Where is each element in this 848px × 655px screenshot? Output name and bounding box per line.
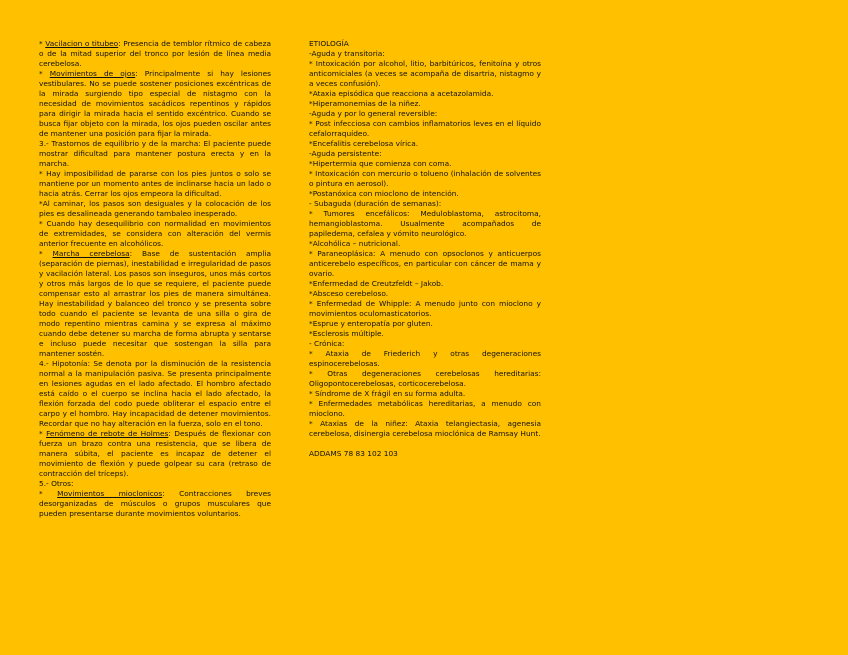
- paragraph-text: 4.- Hipotonía: Se denota por la disminución de la resistencia normal a la manipulación pasiva. Se presenta principalmente en lesiones agudas en el lado afectado. El hombro afectado está caído o el cuerpo se inclina hacia el lado afectado, la flexión forzada del codo puede obliterar el espacio entre el carpo y el hombro. Hay incapacidad de detener movimientos. Recordar que no hay alteración en la fuerza, solo en el tono.: [39, 359, 271, 428]
- bullet: *: [39, 429, 47, 438]
- underlined-term: Vacilacion o titubeo: [45, 39, 119, 48]
- etiology-item: *Postanóxica con mioclono de intención.: [309, 189, 459, 198]
- etiology-item: *Hipertermia que comienza con coma.: [309, 159, 452, 168]
- left-paragraph: [39, 69, 271, 139]
- etiology-item: * Intoxicación por alcohol, litio, barbitúricos, fenitoína y otros anticomiciales (a veces se acompaña de disartria, nistagmo y a veces confusión).: [309, 59, 541, 88]
- etiology-item: * Tumores encefálicos: Meduloblastoma, astrocitoma, hemangioblastoma. Usualmente acompañados de papiledema, cefalea y vómito neurológico.: [309, 209, 541, 238]
- etiology-item: * Síndrome de X frágil en su forma adulta.: [309, 389, 466, 398]
- etiology-item: *Absceso cerebeloso.: [309, 289, 389, 298]
- etiology-item: - Crónica:: [309, 339, 345, 348]
- etiology-item: *Hiperamonemias de la niñez.: [309, 99, 421, 108]
- etiology-item: * Paraneoplásica: A menudo con opsoclonos y anticuerpos anticerebelo específicos, en particular con cáncer de mama y ovario.: [309, 249, 541, 278]
- paragraph-text: 5.- Otros:: [39, 479, 74, 488]
- paragraph-text: : Principalmente si hay lesiones vestibulares. No se puede sostener posiciones excéntricas de la mirada surgiendo tipo especial de nistagmo con la necesidad de movimientos sacádicos repentinos y rápidos para dirigir la mirada hacia el sentido excéntrico. Cuando se busca fijar objeto con la mirada, los ojos pueden oscilar antes de mantener una posición para fijar la mirada.: [39, 69, 272, 138]
- paragraph-text: : Base de sustentación amplia (separación de piernas), inestabilidad e irregularidad de pasos y vacilación lateral. Los pasos son inseguros, unos más cortos y otros más largos de lo que se requiere, el paciente puede compensar esto al arrastrar los pies de manera simultánea. Hay inestabilidad y balanceo del tronco y se presenta sobre todo cuando el paciente se levanta de una silla o gira de modo repentino mientras camina y se expresa al máximo cuando debe detener su marcha de forma abrupta y sentarse e incluso puede necesitar que sostengan la silla para mantener sostén.: [39, 249, 272, 358]
- left-paragraph: [39, 219, 271, 249]
- paragraph-text: *Al caminar, los pasos son desiguales y la colocación de los pies es desalineada generando tambaleo inesperado.: [39, 199, 271, 218]
- paragraph-text: * Cuando hay desequilibrio con normalidad en movimientos de extremidades, se considera con alteración del vermis anterior frecuente en alcohólicos.: [39, 219, 271, 248]
- underlined-term: Fenómeno de rebote de Holmes: [46, 429, 169, 438]
- underlined-term: Movimientos de ojos: [49, 69, 136, 78]
- etiology-item: *Alcohólica – nutricional.: [309, 239, 401, 248]
- etiology-item: * Otras degeneraciones cerebelosas hereditarias: Oligopontocerebelosas, corticocerebelosa.: [309, 369, 541, 388]
- underlined-term: Movimientos mioclonicos: [57, 489, 163, 498]
- etiology-item: -Aguda persistente:: [309, 149, 382, 158]
- underlined-term: Marcha cerebelosa: [52, 249, 130, 258]
- paragraph-text: 3.- Trastornos de equilibrio y de la marcha: El paciente puede mostrar dificultad para mantener postura erecta y en la marcha.: [39, 139, 271, 168]
- paragraph-text: : Después de flexionar con fuerza un brazo contra una resistencia, que se libera de manera súbita, el paciente es incapaz de detener el movimiento de flexión y puede golpear su cara (retraso de contracción del tríceps).: [39, 429, 271, 478]
- bullet: *: [39, 489, 58, 498]
- etiology-item: - Subaguda (duración de semanas):: [309, 199, 442, 208]
- etiology-item: *Ataxia episódica que reacciona a acetazolamida.: [309, 89, 494, 98]
- paragraph-text: * Hay imposibilidad de pararse con los pies juntos o solo se mantiene por un momento antes de inclinarse hacia un lado o hacia atrás. Cerrar los ojos empeora la dificultad.: [39, 169, 271, 198]
- etiology-item: * Enfermedad de Whipple: A menudo junto con mioclono y movimientos oculomasticatorios.: [309, 299, 541, 318]
- etiology-item: * Intoxicación con mercurio o tolueno (inhalación de solventes o pintura en aerosol).: [309, 169, 541, 188]
- etiology-item: * Ataxias de la niñez: Ataxia telangiectasia, agenesia cerebelosa, disinergia cerebelosa mioclónica de Ramsay Hunt.: [309, 419, 541, 438]
- left-paragraph: [39, 359, 271, 429]
- paragraph-text: : Presencia de temblor rítmico de cabeza o de la mitad superior del tronco por lesión de línea media cerebelosa.: [39, 39, 272, 68]
- left-paragraph: [39, 169, 271, 199]
- left-paragraph: [39, 199, 271, 219]
- etiology-item: -Aguda y transitoria:: [309, 49, 385, 58]
- right-column: [309, 39, 541, 459]
- etiology-item: * Ataxia de Friederich y otras degeneraciones espinocerebelosas.: [309, 349, 541, 368]
- left-paragraph: [39, 139, 271, 169]
- reference-footer: ADDAMS 78 83 102 103: [309, 449, 398, 458]
- etiology-item: *Encefalitis cerebelosa vírica.: [309, 139, 419, 148]
- etiology-item: -Aguda y por lo general reversible:: [309, 109, 438, 118]
- left-paragraph: [39, 249, 271, 359]
- section-heading: ETIOLOGÍA: [309, 39, 349, 48]
- etiology-item: * Enfermedades metabólicas hereditarias, a menudo con mioclono.: [309, 399, 541, 418]
- left-paragraph: [39, 429, 271, 479]
- left-paragraph: [39, 479, 271, 489]
- etiology-item: *Esprue y enteropatía por gluten.: [309, 319, 433, 328]
- etiology-item: *Esclerosis múltiple.: [309, 329, 384, 338]
- left-paragraph: [39, 39, 271, 69]
- left-paragraph: [39, 489, 271, 519]
- etiology-item: * Post infecciosa con cambios inflamatorios leves en el líquido cefalorraquídeo.: [309, 119, 541, 138]
- etiology-item: *Enfermedad de Creutzfeldt – Jakob.: [309, 279, 444, 288]
- bullet: *: [39, 249, 53, 258]
- bullet: *: [39, 69, 50, 78]
- paragraph-text: : Contracciones breves desorganizadas de músculos o grupos musculares que pueden presentarse durante movimientos voluntarios.: [39, 489, 271, 518]
- left-column: [39, 39, 271, 519]
- bullet: *: [39, 39, 46, 48]
